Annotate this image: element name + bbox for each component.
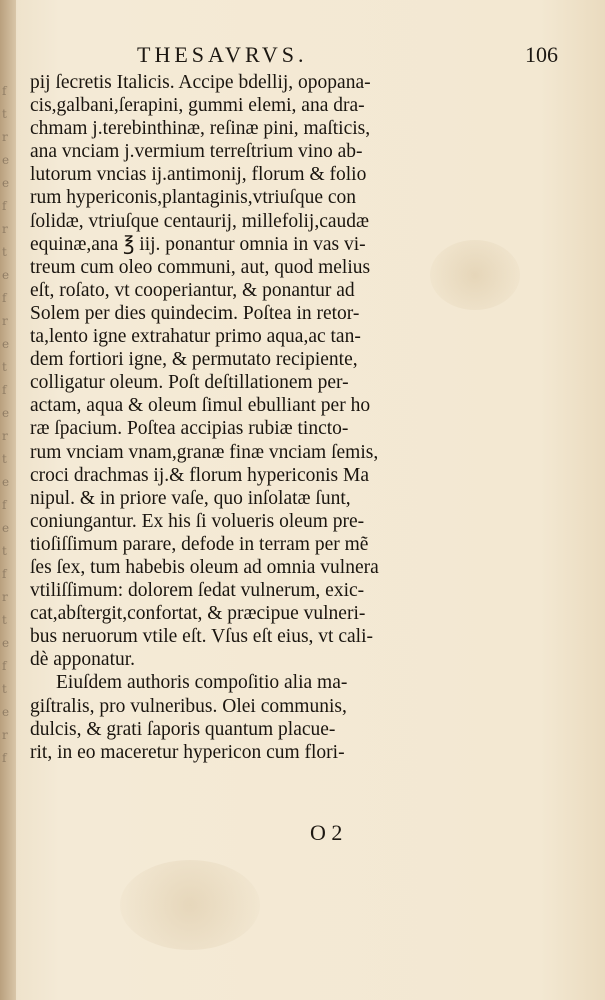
- text-line: dè apponatur.: [30, 649, 136, 671]
- page-header: [82, 42, 558, 68]
- bleed-mark: r: [2, 728, 8, 742]
- text-line: vtiliſſimum: dolorem ſedat vulnerum, exic-: [30, 580, 365, 602]
- text-line: coniungantur. Ex his ſi volueris oleum pre-: [30, 510, 365, 532]
- text-line: rit, in eo maceretur hypericon cum flori-: [30, 741, 345, 763]
- text-line: eſt, roſato, vt cooperiantur, & ponantur ad: [30, 279, 355, 301]
- text-line: equinæ,ana ℥ iij. ponantur omnia in vas vi-: [30, 233, 366, 255]
- text-line: ſes ſex, tum habebis oleum ad omnia vulnera: [30, 556, 379, 578]
- bleed-mark: e: [2, 705, 10, 719]
- text-line: chmam j.terebinthinæ, reſinæ pini, maſticis,: [30, 118, 371, 140]
- text-line: cis,galbani,ſerapini, gummi elemi, ana dra-: [30, 95, 365, 117]
- bleed-mark: r: [2, 314, 8, 328]
- text-line: pij ſecretis Italicis. Accipe bdellij, opopana-: [30, 72, 371, 93]
- text-line: giſtralis, pro vulneribus. Olei communis,: [30, 695, 347, 717]
- text-line: ana vnciam j.vermium terreſtrium vino ab-: [30, 141, 363, 163]
- bleed-mark: f: [2, 498, 7, 512]
- bleed-mark: t: [2, 613, 7, 627]
- bleed-mark: e: [2, 337, 10, 351]
- text-line: actam, aqua & oleum ſimul ebulliant per ho: [30, 395, 371, 417]
- paragraph-first-line: Eiuſdem authoris compoſitio alia ma-: [56, 672, 348, 694]
- bleed-mark: t: [2, 452, 7, 466]
- text-line: cat,abſtergit,confortat, & præcipue vulneri-: [30, 603, 366, 625]
- bleed-through-marks: [2, 80, 14, 770]
- bleed-mark: t: [2, 245, 7, 259]
- running-title: THESAVRVS.: [137, 42, 308, 67]
- bleed-mark: r: [2, 130, 8, 144]
- bleed-mark: f: [2, 199, 7, 213]
- body-text: [30, 71, 562, 764]
- paper-stain: [120, 860, 260, 950]
- text-line: dulcis, & grati ſaporis quantum placue-: [30, 718, 336, 740]
- text-line: rum vnciam vnam,granæ finæ vnciam ſemis,: [30, 441, 379, 463]
- bleed-mark: t: [2, 107, 7, 121]
- bleed-mark: r: [2, 429, 8, 443]
- signature-mark: O 2: [310, 820, 343, 845]
- bleed-mark: f: [2, 383, 7, 397]
- bleed-mark: e: [2, 268, 10, 282]
- bleed-mark: r: [2, 222, 8, 236]
- bleed-mark: e: [2, 475, 10, 489]
- bleed-mark: t: [2, 544, 7, 558]
- text-line: nipul. & in priore vaſe, quo inſolatæ ſunt,: [30, 487, 351, 509]
- bleed-mark: e: [2, 153, 10, 167]
- bleed-mark: f: [2, 659, 7, 673]
- bleed-mark: e: [2, 176, 10, 190]
- text-line: ræ ſpacium. Poſtea accipias rubiæ tincto-: [30, 418, 349, 440]
- page-number: 106: [525, 42, 558, 67]
- text-line: ſolidæ, vtriuſque centaurij, millefolij,caudæ: [30, 210, 370, 232]
- text-line: ta,lento igne extrahatur primo aqua,ac tan-: [30, 326, 361, 348]
- text-line: bus neruorum vtile eſt. Vſus eſt eius, vt cali-: [30, 626, 373, 648]
- bleed-mark: r: [2, 590, 8, 604]
- text-line: dem fortiori igne, & permutato recipiente,: [30, 349, 358, 371]
- bleed-mark: t: [2, 360, 7, 374]
- bleed-mark: f: [2, 751, 7, 765]
- bleed-mark: f: [2, 84, 7, 98]
- text-line: Solem per dies quindecim. Poſtea in retor-: [30, 302, 360, 324]
- bleed-mark: e: [2, 636, 10, 650]
- text-line: tioſiſſimum parare, defode in terram per mẽ: [30, 533, 369, 555]
- text-line: colligatur oleum. Poſt deſtillationem per-: [30, 372, 349, 394]
- bleed-mark: e: [2, 406, 10, 420]
- text-line: rum hypericonis,plantaginis,vtriuſque con: [30, 187, 357, 209]
- text-line: treum cum oleo communi, aut, quod melius: [30, 256, 371, 278]
- bleed-mark: f: [2, 567, 7, 581]
- text-line: lutorum vncias ij.antimonij, florum & folio: [30, 164, 367, 186]
- text-line: croci drachmas ij.& florum hypericonis Ma: [30, 464, 369, 486]
- bleed-mark: e: [2, 521, 10, 535]
- bleed-mark: t: [2, 682, 7, 696]
- bleed-mark: f: [2, 291, 7, 305]
